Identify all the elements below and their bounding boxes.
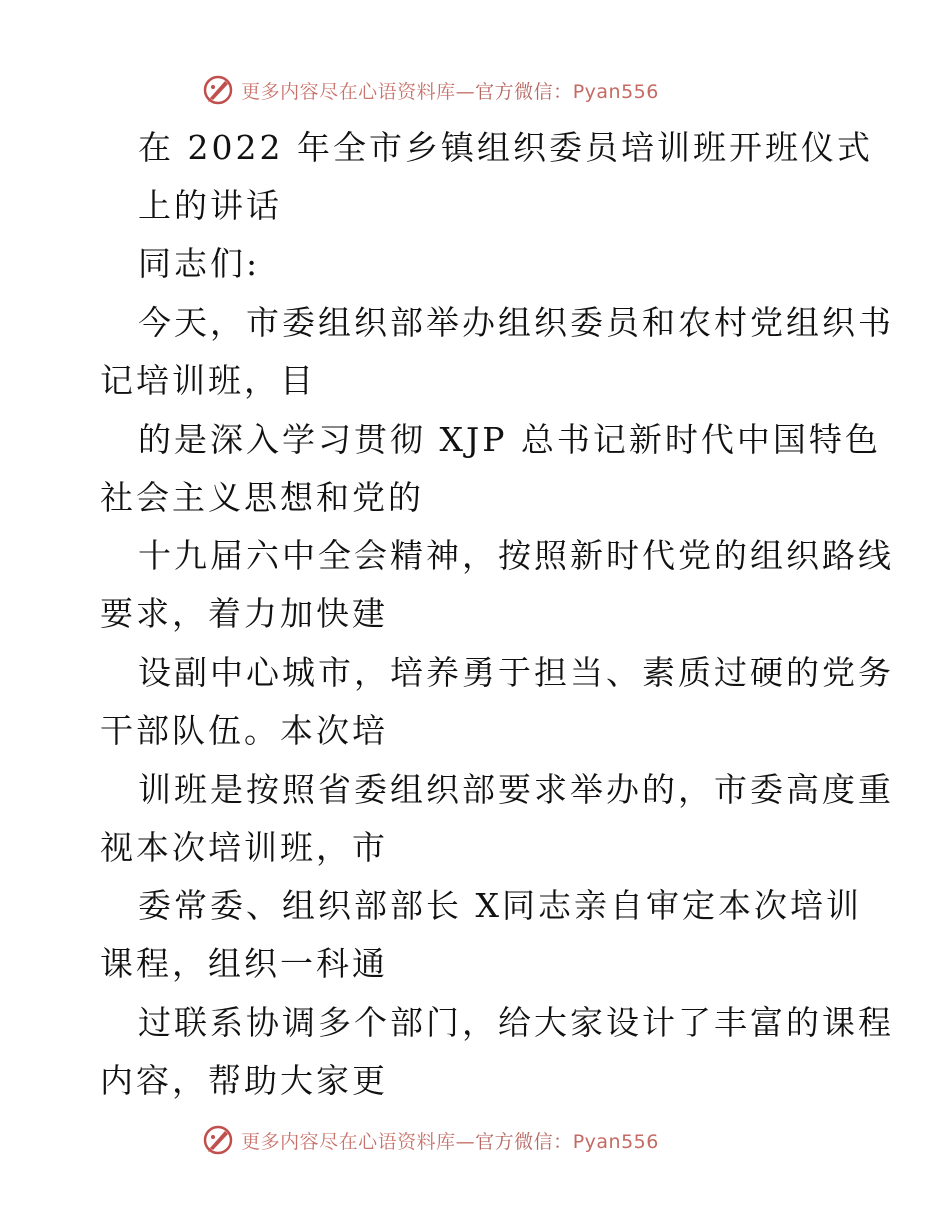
body-line: 委常委、组织部部长 X同志亲自审定本次培训: [138, 886, 862, 925]
watermark-dash: —: [455, 1130, 476, 1153]
watermark-text: [241, 1127, 659, 1154]
body-line: 课程，组织一科通: [100, 944, 388, 983]
body-line: 干部队伍。本次培: [100, 711, 388, 750]
footer-watermark: [0, 1120, 950, 1160]
watermark-sub: 官方微信：: [475, 1130, 573, 1153]
body-line: 记培训班，目: [100, 361, 316, 400]
body-line: 训班是按照省委组织部要求举办的，市委高度重: [138, 770, 894, 809]
body-line: 设副中心城市，培养勇于担当、素质过硬的党务: [138, 653, 894, 692]
title-line-2: 上的讲话: [138, 186, 282, 225]
body-line: 视本次培训班，市: [100, 828, 388, 867]
watermark-main: 更多内容尽在心语资料库: [241, 1130, 456, 1153]
watermark-id: Pyan556: [572, 1130, 659, 1153]
watermark-sub: 官方微信：: [475, 80, 573, 103]
watermark-id: Pyan556: [572, 80, 659, 103]
salutation: 同志们:: [138, 244, 261, 283]
body-line: 要求，着力加快建: [100, 594, 388, 633]
body-line: 的是深入学习贯彻 XJP 总书记新时代中国特色: [138, 420, 881, 459]
title-line-1: 在 2022 年全市乡镇组织委员培训班开班仪式: [138, 128, 873, 167]
body-line: 今天，市委组织部举办组织委员和农村党组织书: [138, 303, 894, 342]
watermark-main: 更多内容尽在心语资料库: [241, 80, 456, 103]
body-line: 社会主义思想和党的: [100, 478, 424, 517]
body-line: 过联系协调多个部门，给大家设计了丰富的课程: [138, 1003, 894, 1042]
pen-logo-icon: [201, 1123, 235, 1157]
body-line: 十九届六中全会精神，按照新时代党的组织路线: [138, 536, 894, 575]
watermark-dash: —: [455, 80, 476, 103]
body-line: 内容，帮助大家更: [100, 1061, 388, 1100]
